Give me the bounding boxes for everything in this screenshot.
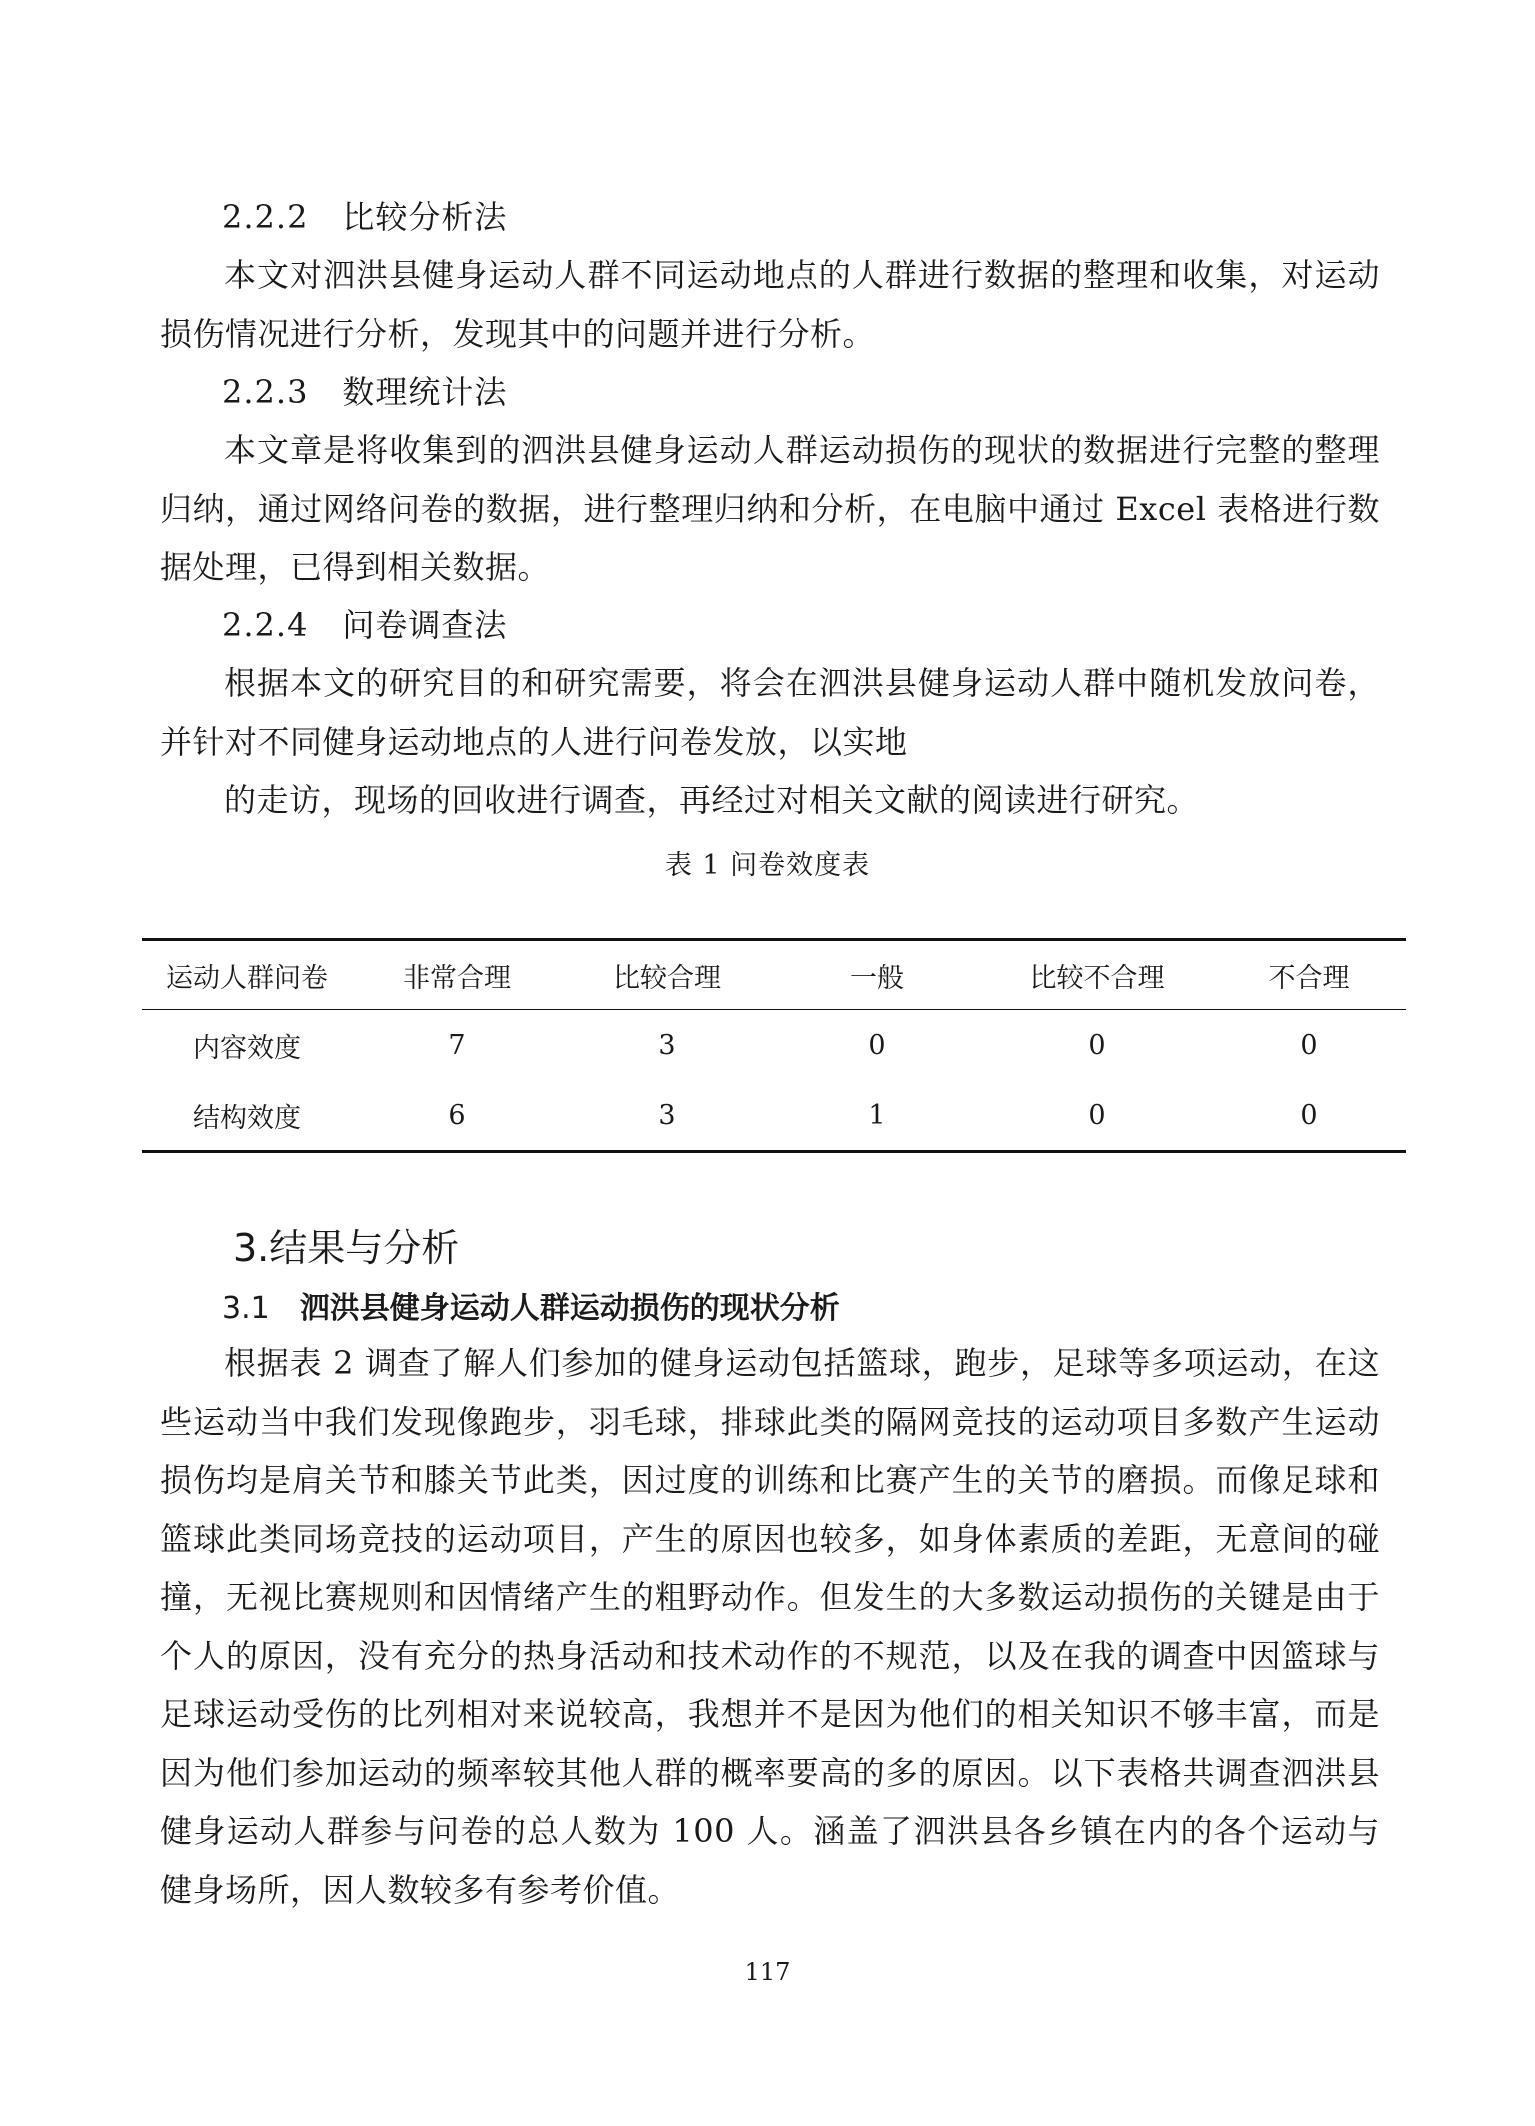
- table-cell: 7: [448, 1029, 466, 1061]
- section-3-1-heading: [222, 1285, 840, 1333]
- heading-number: 2.2.2: [222, 198, 309, 236]
- column-header: 一般: [850, 962, 904, 994]
- heading-number: 3.1: [222, 1291, 270, 1326]
- table-cell: 0: [1088, 1099, 1106, 1131]
- heading-number: 2.2.3: [222, 373, 309, 411]
- paragraph-2-2-3: [160, 421, 1380, 597]
- column-header: 比较不合理: [1029, 962, 1165, 994]
- column-header: 不合理: [1268, 962, 1350, 994]
- paragraph-2-2-4: [160, 654, 1380, 830]
- heading-title: 比较分析法: [342, 198, 508, 236]
- table-cell: 0: [1300, 1099, 1318, 1131]
- table-cell: 内容效度: [193, 1032, 301, 1064]
- paragraph-text: 本文对泗洪县健身运动人群不同运动地点的人群进行数据的整理和收集，对运动损伤情况进行分析，发现其中的问题并进行分析。: [160, 256, 1380, 353]
- paragraph-text-continued: 的走访，现场的回收进行调查，再经过对相关文献的阅读进行研究。: [224, 781, 1200, 819]
- paragraph-3-1: [160, 1334, 1380, 1919]
- table-cell: 0: [1300, 1029, 1318, 1061]
- table-cell: 3: [658, 1099, 676, 1131]
- table-cell: 0: [1088, 1029, 1106, 1061]
- heading-2-2-3: [222, 363, 507, 421]
- heading-title: 问卷调查法: [342, 606, 508, 644]
- table-cell: 0: [868, 1029, 886, 1061]
- table-caption: 表 1 问卷效度表: [664, 850, 871, 881]
- table-row: [142, 1010, 1406, 1081]
- heading-2-2-4: [222, 596, 507, 654]
- heading-title: 数理统计法: [342, 373, 508, 411]
- heading-title: 泗洪县健身运动人群运动损伤的现状分析: [299, 1291, 840, 1326]
- table-cell: 3: [658, 1029, 676, 1061]
- paragraph-text: 根据表 2 调查了解人们参加的健身运动包括篮球，跑步，足球等多项运动，在这些运动当中我们发现像跑步，羽毛球，排球此类的隔网竞技的运动项目多数产生运动损伤均是肩关节和膝关节此类，因过度的训练和比赛产生的关节的磨损。而像足球和篮球此类同场竞技的运动项目，产生的原因也较多，如身体素质的差距，无意间的碰撞，无视比赛规则和因情绪产生的粗野动作。但发生的大多数运动损伤的关键是由于个人的原因，没有充分的热身活动和技术动作的不规范，以及在我的调查中因篮球与足球运动受伤的比列相对来说较高，我想并不是因为他们的相关知识不够丰富，而是因为他们参加运动的频率较其他人群的概率要高的多的原因。以下表格共调查泗洪县健身运动人群参与问卷的总人数为 100 人。涵盖了泗洪县各乡镇在内的各个运动与健身场所，因人数较多有参考价值。: [160, 1344, 1380, 1909]
- column-header: 非常合理: [403, 962, 511, 994]
- table-cell: 6: [448, 1099, 466, 1131]
- page-number: 117: [744, 1958, 791, 1986]
- table-header-row: [142, 940, 1406, 1010]
- table-row: [142, 1080, 1406, 1152]
- table-cell: 结构效度: [193, 1102, 301, 1134]
- heading-number: 2.2.4: [222, 606, 309, 644]
- heading-2-2-2: [222, 188, 507, 246]
- section-3-title: 3.结果与分析: [233, 1226, 460, 1270]
- paragraph-2-2-2: [160, 246, 1380, 363]
- validity-table: [142, 938, 1406, 1153]
- paragraph-text: 本文章是将收集到的泗洪县健身运动人群运动损伤的现状的数据进行完整的整理归纳，通过网络问卷的数据，进行整理归纳和分析，在电脑中通过 Excel 表格进行数据处理，已得到相关数据。: [160, 431, 1380, 586]
- table-cell: 1: [868, 1099, 886, 1131]
- paragraph-text: 根据本文的研究目的和研究需要，将会在泗洪县健身运动人群中随机发放问卷，并针对不同健身运动地点的人进行问卷发放，以实地: [160, 664, 1380, 761]
- column-header: 比较合理: [613, 962, 721, 994]
- column-header: 运动人群问卷: [166, 962, 328, 994]
